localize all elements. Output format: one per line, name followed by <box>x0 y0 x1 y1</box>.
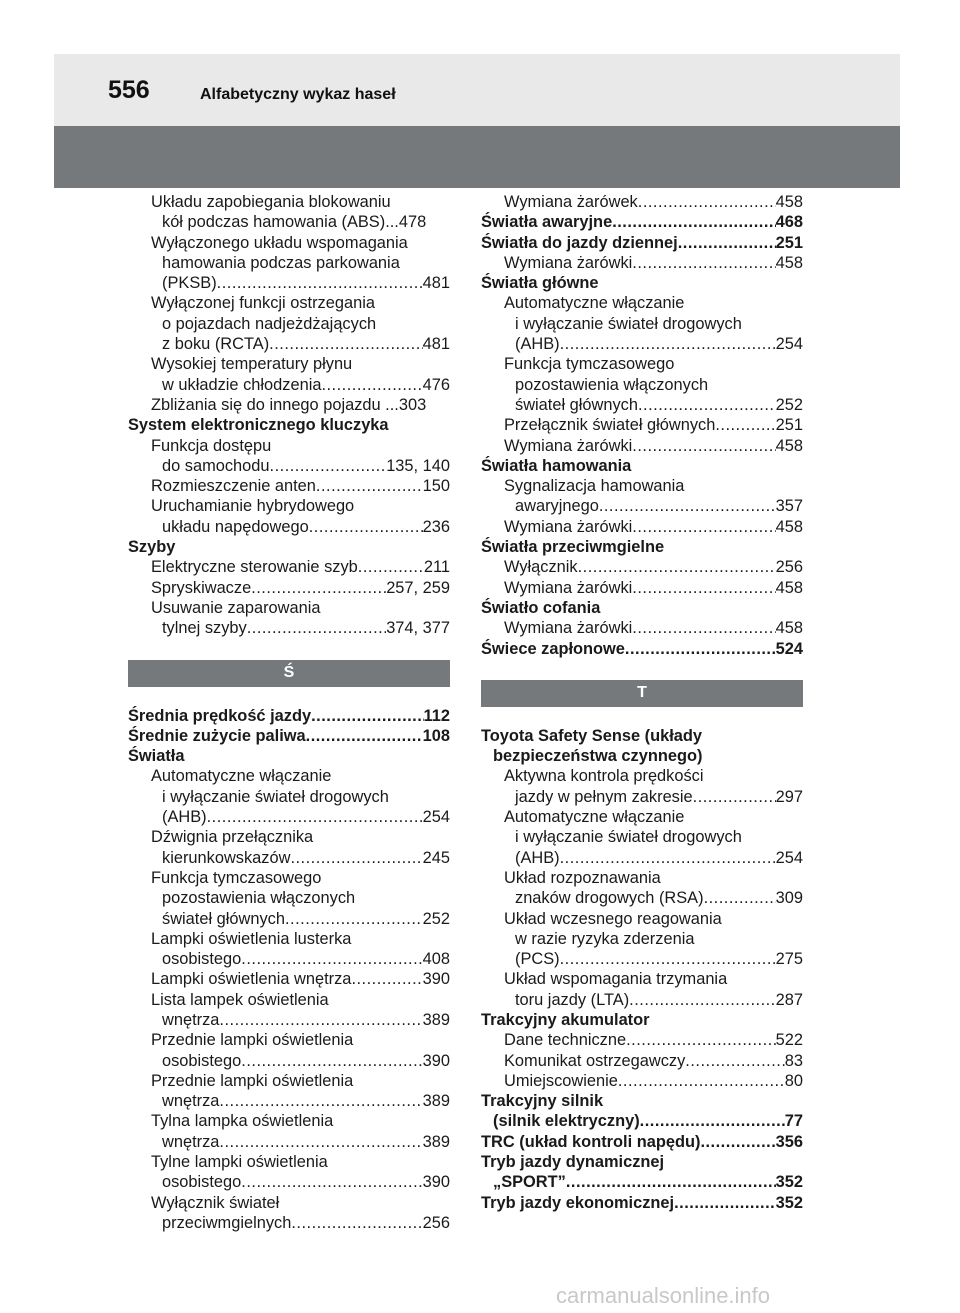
entry-text: tylnej szyby <box>162 619 247 638</box>
index-entry <box>128 436 450 456</box>
index-entry <box>481 949 803 969</box>
watermark: carmanualsonline.info <box>556 1283 771 1308</box>
entry-text: Światła do jazdy dziennej <box>481 233 678 252</box>
entry-text: Komunikat ostrzegawczy <box>504 1051 686 1070</box>
entry-text: osobistego <box>162 1051 242 1070</box>
entry-text: „SPORT” <box>493 1173 566 1192</box>
entry-text: jazdy w pełnym zakresie <box>515 787 693 806</box>
page-reference: 256 <box>775 558 803 577</box>
dot-leader <box>311 706 423 726</box>
entry-text: Światła awaryjne <box>481 213 613 232</box>
index-heading <box>481 1152 803 1172</box>
index-entry <box>481 807 803 827</box>
dot-leader <box>351 969 422 989</box>
dot-leader <box>632 436 775 456</box>
entry-text: Tryb jazdy ekonomicznej <box>481 1193 675 1212</box>
entry-text: osobistego <box>162 1173 242 1192</box>
index-entry <box>128 1152 450 1172</box>
index-entry <box>128 909 450 929</box>
entry-text: Światła główne <box>481 274 599 293</box>
page-reference: 356 <box>775 1132 803 1151</box>
entry-text: Elektryczne sterowanie szyb <box>151 558 358 577</box>
dot-leader <box>678 233 776 253</box>
dot-leader <box>247 618 386 638</box>
index-heading <box>128 746 450 766</box>
page-reference: 481 <box>422 274 450 293</box>
index-entry <box>128 375 450 395</box>
page-reference: 389 <box>422 1010 450 1029</box>
entry-text: i wyłączanie świateł drogowych <box>162 787 389 806</box>
entry-text: Aktywna kontrola prędkości <box>504 767 704 786</box>
index-heading <box>481 746 803 766</box>
index-entry <box>128 395 450 415</box>
index-entry <box>481 969 803 989</box>
page-reference: 468 <box>775 213 803 232</box>
entry-text: wnętrza <box>162 1092 220 1111</box>
page-reference: 150 <box>422 477 450 496</box>
page-reference: 254 <box>775 335 803 354</box>
page-reference: 524 <box>775 639 803 658</box>
dot-leader <box>219 1132 422 1152</box>
entry-text: Przełącznik świateł głównych <box>504 416 716 435</box>
index-entry <box>128 253 450 273</box>
index-heading <box>481 726 803 746</box>
entry-text: Usuwanie zaparowania <box>151 598 321 617</box>
dot-leader <box>693 787 776 807</box>
entry-text: Średnie zużycie paliwa <box>128 726 306 745</box>
entry-text: Funkcja dostępu <box>151 436 272 455</box>
page-number: 556 <box>108 76 150 104</box>
entry-text: Funkcja tymczasowego <box>151 868 322 887</box>
page-reference: 374, 377 <box>386 619 450 638</box>
entry-text: bezpieczeństwa czynnego) <box>493 747 703 766</box>
index-heading <box>481 1132 803 1152</box>
dot-leader <box>560 949 776 969</box>
index-heading <box>481 537 803 557</box>
index-entry <box>128 456 450 476</box>
page-reference: 408 <box>422 950 450 969</box>
page-reference: 252 <box>775 395 803 414</box>
index-entry <box>128 293 450 313</box>
entry-text: Rozmieszczenie anten <box>151 477 316 496</box>
index-entry <box>481 787 803 807</box>
index-entry <box>481 990 803 1010</box>
index-heading <box>481 456 803 476</box>
index-heading <box>481 1193 803 1213</box>
index-entry <box>128 1051 450 1071</box>
page-reference: 297 <box>775 787 803 806</box>
page-reference: 481 <box>422 335 450 354</box>
dot-leader <box>704 888 776 908</box>
page-reference: 254 <box>422 808 450 827</box>
index-entry <box>481 1051 803 1071</box>
dot-leader <box>566 1172 776 1192</box>
dot-leader <box>219 1010 422 1030</box>
index-entry <box>128 827 450 847</box>
page-reference: 254 <box>775 848 803 867</box>
dot-leader <box>626 1030 776 1050</box>
page-reference: 458 <box>775 193 803 211</box>
page-reference: 211 <box>423 558 450 577</box>
index-entry <box>128 969 450 989</box>
dot-leader <box>560 334 776 354</box>
entry-text: do samochodu <box>162 456 270 475</box>
dot-leader <box>638 395 776 415</box>
entry-text: wnętrza <box>162 1010 220 1029</box>
entry-text: Uruchamianie hybrydowego <box>151 497 355 516</box>
entry-text: Szyby <box>128 538 176 557</box>
entry-text: układu napędowego <box>162 517 309 536</box>
page-reference: 352 <box>775 1193 803 1212</box>
dot-leader <box>632 517 775 537</box>
entry-text: Trakcyjny silnik <box>481 1092 604 1111</box>
entry-text: kół podczas hamowania (ABS)...478 <box>162 213 427 232</box>
index-entry <box>128 1132 450 1152</box>
index-entry <box>128 517 450 537</box>
index-entry <box>481 253 803 273</box>
entry-text: Światło cofania <box>481 598 601 617</box>
entry-text: Automatyczne włączanie <box>504 294 685 313</box>
dot-leader <box>269 334 422 354</box>
index-entry <box>128 888 450 908</box>
index-entry <box>128 1030 450 1050</box>
index-entry <box>481 496 803 516</box>
entry-text: Wymiana żarówki <box>504 253 633 272</box>
index-heading <box>481 1091 803 1111</box>
entry-text: Światła <box>128 747 185 766</box>
entry-text: Umiejscowienie <box>504 1071 618 1090</box>
entry-text: Wymiana żarówki <box>504 578 633 597</box>
page-reference: 458 <box>775 578 803 597</box>
entry-text: Wyłączonego układu wspomagania <box>151 233 408 252</box>
index-entry <box>128 1071 450 1091</box>
index-entry <box>128 848 450 868</box>
index-entry <box>128 1010 450 1030</box>
page-reference: 390 <box>422 1173 450 1192</box>
index-entry <box>481 517 803 537</box>
section-header: T <box>481 680 803 707</box>
index-entry <box>481 909 803 929</box>
entry-text: w układzie chłodzenia <box>162 375 322 394</box>
entry-text: Funkcja tymczasowego <box>504 355 675 374</box>
entry-text: Średnia prędkość jazdy <box>128 706 312 725</box>
entry-text: kierunkowskazów <box>162 848 291 867</box>
index-entry <box>128 787 450 807</box>
dot-leader <box>700 1132 775 1152</box>
page-reference: 77 <box>784 1112 803 1131</box>
dot-leader <box>316 476 423 496</box>
dot-leader <box>632 618 775 638</box>
index-heading <box>481 273 803 293</box>
page-reference: 80 <box>784 1071 803 1090</box>
page-reference: 252 <box>422 909 450 928</box>
page-reference: 458 <box>775 436 803 455</box>
entry-text: Trakcyjny akumulator <box>481 1010 650 1029</box>
entry-text: Zbliżania się do innego pojazdu ...303 <box>151 395 427 414</box>
entry-text: (AHB) <box>515 335 560 354</box>
dot-leader <box>241 1172 422 1192</box>
index-entry <box>128 476 450 496</box>
index-heading <box>481 1172 803 1192</box>
page-reference: 390 <box>422 1051 450 1070</box>
entry-text: Wyłącznik świateł <box>151 1193 280 1212</box>
entry-text: Sygnalizacja hamowania <box>504 477 685 496</box>
index-entry <box>481 415 803 435</box>
dot-leader <box>217 273 423 293</box>
page-reference: 458 <box>775 517 803 536</box>
dot-leader <box>632 578 775 598</box>
header-dark-band <box>54 126 900 188</box>
page-reference: 251 <box>775 416 803 435</box>
index-entry <box>128 949 450 969</box>
index-entry <box>128 990 450 1010</box>
index-entry <box>128 766 450 786</box>
dot-leader <box>640 1111 785 1131</box>
index-entry <box>128 598 450 618</box>
index-entry <box>128 1213 450 1233</box>
index-heading <box>481 639 803 659</box>
entry-text: z boku (RCTA) <box>162 335 270 354</box>
entry-text: Dźwignia przełącznika <box>151 828 314 847</box>
entry-text: System elektronicznego kluczyka <box>128 416 389 435</box>
entry-text: Układ wspomagania trzymania <box>504 970 728 989</box>
entry-text: Układ wczesnego reagowania <box>504 909 722 928</box>
index-entry <box>481 314 803 334</box>
page-reference: 458 <box>775 253 803 272</box>
entry-text: Wymiana żarówki <box>504 436 633 455</box>
index-entry <box>481 1071 803 1091</box>
index-entry <box>481 618 803 638</box>
entry-text: Światła hamowania <box>481 456 632 475</box>
dot-leader <box>618 1071 785 1091</box>
entry-text: Dane techniczne <box>504 1031 627 1050</box>
entry-text: Przednie lampki oświetlenia <box>151 1071 354 1090</box>
page-reference: 458 <box>775 619 803 638</box>
index-heading <box>128 415 450 435</box>
entry-text: pozostawienia włączonych <box>162 889 356 908</box>
entry-text: znaków drogowych (RSA) <box>515 889 704 908</box>
page-reference: 135, 140 <box>386 456 450 475</box>
index-entry <box>481 476 803 496</box>
page-reference: 257, 259 <box>386 578 450 597</box>
entry-text: Wymiana żarówki <box>504 517 633 536</box>
index-entry <box>481 293 803 313</box>
entry-text: przeciwmgielnych <box>162 1213 292 1232</box>
index-entry <box>481 334 803 354</box>
index-entry <box>128 1091 450 1111</box>
entry-text: (AHB) <box>162 808 207 827</box>
index-entry <box>481 766 803 786</box>
page-reference: 352 <box>775 1173 803 1192</box>
index-entry <box>128 233 450 253</box>
dot-leader <box>685 1051 784 1071</box>
index-entry <box>481 868 803 888</box>
index-entry <box>128 1172 450 1192</box>
dot-leader <box>251 578 386 598</box>
entry-text: Tylne lampki oświetlenia <box>151 1153 328 1172</box>
index-entry <box>128 1193 450 1213</box>
entry-text: w razie ryzyka zderzenia <box>515 929 695 948</box>
entry-text: pozostawienia włączonych <box>515 375 709 394</box>
index-entry <box>128 618 450 638</box>
entry-text: Wysokiej temperatury płynu <box>151 355 353 374</box>
entry-text: Światła przeciwmgielne <box>481 538 665 557</box>
dot-leader <box>632 253 775 273</box>
page-reference: 287 <box>775 990 803 1009</box>
entry-text: Lampki oświetlenia wnętrza <box>151 970 352 989</box>
index-entry <box>128 212 450 232</box>
entry-text: (PCS) <box>515 950 560 969</box>
index-entry <box>128 557 450 577</box>
entry-text: awaryjnego <box>515 497 599 516</box>
index-entry <box>128 578 450 598</box>
index-entry <box>481 929 803 949</box>
dot-leader <box>309 517 423 537</box>
entry-text: hamowania podczas parkowania <box>162 253 400 272</box>
header-band <box>54 54 900 126</box>
entry-text: Wymiana żarówek <box>504 193 638 211</box>
dot-leader <box>674 1193 776 1213</box>
page-reference: 251 <box>775 233 803 252</box>
index-heading <box>481 598 803 618</box>
entry-text: Przednie lampki oświetlenia <box>151 1031 354 1050</box>
index-entry <box>128 273 450 293</box>
index-entry <box>128 807 450 827</box>
dot-leader <box>612 212 775 232</box>
entry-text: (silnik elektryczny) <box>493 1112 640 1131</box>
dot-leader <box>285 909 423 929</box>
index-entry <box>128 1111 450 1131</box>
index-entry <box>481 827 803 847</box>
section-header: Ś <box>128 660 450 687</box>
dot-leader <box>578 557 776 577</box>
dot-leader <box>715 415 775 435</box>
entry-text: i wyłączanie świateł drogowych <box>515 314 742 333</box>
entry-text: Spryskiwacze <box>151 578 252 597</box>
dot-leader <box>207 807 423 827</box>
index-entry <box>481 354 803 374</box>
dot-leader <box>599 496 776 516</box>
entry-text: TRC (układ kontroli napędu) <box>481 1132 701 1151</box>
page-reference: 112 <box>423 706 450 725</box>
dot-leader <box>270 456 387 476</box>
entry-text: Automatyczne włączanie <box>504 808 685 827</box>
page-reference: 389 <box>422 1132 450 1151</box>
dot-leader <box>358 557 424 577</box>
index-heading <box>128 706 450 726</box>
dot-leader <box>629 990 775 1010</box>
index-entry <box>481 557 803 577</box>
index-entry <box>128 929 450 949</box>
entry-text: Wymiana żarówki <box>504 619 633 638</box>
entry-text: wnętrza <box>162 1132 220 1151</box>
index-entry <box>128 192 450 212</box>
dot-leader <box>219 1091 422 1111</box>
index-entry <box>481 395 803 415</box>
page-reference: 275 <box>775 950 803 969</box>
index-entry <box>481 436 803 456</box>
index-entry <box>128 314 450 334</box>
entry-text: Wyłączonej funkcji ostrzegania <box>151 294 375 313</box>
entry-text: Tylna lampka oświetlenia <box>151 1112 334 1131</box>
entry-text: toru jazdy (LTA) <box>515 990 630 1009</box>
index-entry <box>128 868 450 888</box>
entry-text: Układu zapobiegania blokowaniu <box>151 193 391 211</box>
entry-text: Automatyczne włączanie <box>151 767 332 786</box>
entry-text: Lampki oświetlenia lusterka <box>151 929 352 948</box>
page-reference: 357 <box>775 497 803 516</box>
page-reference: 256 <box>422 1213 450 1232</box>
index-heading <box>481 212 803 232</box>
entry-text: Toyota Safety Sense (układy <box>481 726 703 745</box>
index-entry <box>481 578 803 598</box>
entry-text: świateł głównych <box>515 395 638 414</box>
dot-leader <box>241 949 422 969</box>
page-reference: 108 <box>422 726 450 745</box>
entry-text: Wyłącznik <box>504 558 578 577</box>
page-reference: 389 <box>422 1092 450 1111</box>
index-column-left <box>128 192 450 1233</box>
index-entry <box>128 496 450 516</box>
index-heading <box>128 726 450 746</box>
page-reference: 83 <box>784 1051 803 1070</box>
index-entry <box>481 1030 803 1050</box>
entry-text: Układ rozpoznawania <box>504 868 661 887</box>
entry-text: (AHB) <box>515 848 560 867</box>
index-entry <box>128 334 450 354</box>
entry-text: Tryb jazdy dynamicznej <box>481 1153 665 1172</box>
dot-leader <box>291 1213 422 1233</box>
page-reference: 245 <box>422 848 450 867</box>
page-reference: 309 <box>775 889 803 908</box>
index-entry <box>481 888 803 908</box>
entry-text: osobistego <box>162 950 242 969</box>
dot-leader <box>560 848 776 868</box>
index-heading <box>481 1010 803 1030</box>
index-entry <box>128 354 450 374</box>
dot-leader <box>638 192 776 212</box>
dot-leader <box>306 726 423 746</box>
entry-text: o pojazdach nadjeżdżających <box>162 314 377 333</box>
index-entry <box>481 848 803 868</box>
page-reference: 522 <box>775 1031 803 1050</box>
entry-text: Lista lampek oświetlenia <box>151 990 329 1009</box>
page-reference: 476 <box>422 375 450 394</box>
index-heading <box>481 1111 803 1131</box>
page-title: Alfabetyczny wykaz haseł <box>200 86 396 103</box>
entry-text: świateł głównych <box>162 909 285 928</box>
index-entry <box>481 192 803 212</box>
entry-text: i wyłączanie świateł drogowych <box>515 828 742 847</box>
entry-text: Świece zapłonowe <box>481 639 625 658</box>
index-entry <box>481 375 803 395</box>
dot-leader <box>241 1051 422 1071</box>
index-heading <box>128 537 450 557</box>
page-reference: 390 <box>422 970 450 989</box>
dot-leader <box>321 375 422 395</box>
index-heading <box>481 233 803 253</box>
index-column-right <box>481 192 803 1213</box>
dot-leader <box>290 848 422 868</box>
entry-text: (PKSB) <box>162 274 217 293</box>
dot-leader <box>625 639 776 659</box>
page-reference: 236 <box>422 517 450 536</box>
